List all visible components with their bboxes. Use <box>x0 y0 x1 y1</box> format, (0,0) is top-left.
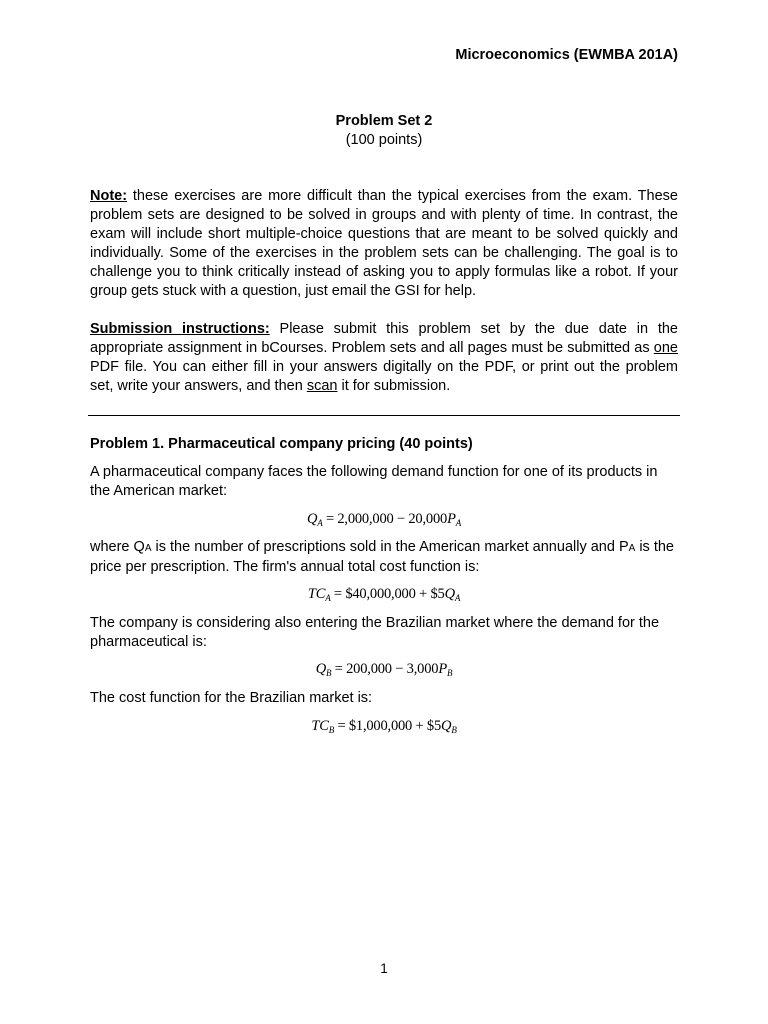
title-block <box>0 112 768 150</box>
problem-set-title: Problem Set 2 <box>335 113 433 129</box>
eq4-lhs-sub: B <box>328 725 335 735</box>
submission-paragraph <box>90 320 678 396</box>
submission-text-a: Please submit this problem set by the due date in the appropriate assignment in bCourses. Problem sets and all pages must be submitted as <box>90 321 678 356</box>
eq1-rhs: = 2,000,000 − 20,000 <box>322 511 448 527</box>
equation-demand-american <box>0 511 768 528</box>
submission-label: Submission instructions: <box>90 321 270 337</box>
eq3-lhs-sub: B <box>325 668 332 678</box>
problem-heading: Problem 1. Pharmaceutical company pricing (40 points) <box>90 436 473 452</box>
eq3-rhs: = 200,000 − 3,000 <box>331 661 439 677</box>
eq1-lhs-sub: A <box>317 518 323 528</box>
brazil-intro: The company is considering also entering the Brazilian market where the demand for the pharmaceutical is: <box>90 615 660 650</box>
submission-one: one <box>653 340 678 356</box>
page-number: 1 <box>380 961 388 976</box>
eq4-lhs: TC <box>311 718 329 734</box>
eq4-rhs: = $1,000,000 + $5 <box>334 718 442 734</box>
where-text-b: is the number of prescriptions sold in the American market annually and P <box>151 539 629 555</box>
eq4-var: Q <box>441 718 452 734</box>
note-text: these exercises are more difficult than the typical exercises from the exam. These problem sets are designed to be solved in groups and with plenty of time. In contrast, the exam will include short multiple-choice questions that are meant to be solved quickly and individually. Some of the exercises in the problem sets can be challenging. The goal is to challenge you to think critically instead of asking you to apply formulas like a robot. If your group gets stuck with a question, just email the GSI for help. <box>90 188 678 299</box>
eq2-rhs: = $40,000,000 + $5 <box>330 586 445 602</box>
eq2-var-sub: A <box>454 593 461 603</box>
eq2-lhs: TC <box>307 586 326 602</box>
brazil-cost-intro: The cost function for the Brazilian market is: <box>90 690 373 706</box>
equation-cost-american <box>0 586 768 603</box>
submission-text-c: it for submission. <box>337 378 451 394</box>
where-sub-2: A <box>628 543 636 554</box>
problem-intro: A pharmaceutical company faces the following demand function for one of its products in the American market: <box>90 464 658 499</box>
equation-demand-brazil <box>0 661 768 678</box>
course-header: Microeconomics (EWMBA 201A) <box>455 47 678 63</box>
where-sub-1: A <box>144 543 152 554</box>
equation-cost-brazil <box>0 718 768 735</box>
eq2-lhs-sub: A <box>325 593 331 603</box>
submission-scan: scan <box>306 378 338 394</box>
eq3-var: P <box>438 661 447 677</box>
submission-text-b: PDF file. You can either fill in your answers digitally on the PDF, or print out the problem set, write your answers, and then <box>90 359 678 394</box>
where-paragraph <box>90 538 680 577</box>
eq1-lhs: Q <box>306 511 318 527</box>
where-text-a: where Q <box>90 539 145 555</box>
eq3-var-sub: B <box>446 668 453 678</box>
section-divider <box>88 415 680 416</box>
where-text-c: is the price per prescription. The firm's annual total cost function is: <box>90 539 674 575</box>
eq4-var-sub: B <box>451 725 457 735</box>
note-label: Note: <box>90 188 128 204</box>
note-paragraph <box>90 187 678 301</box>
points-subtitle: (100 points) <box>345 132 423 148</box>
eq2-var: Q <box>444 586 455 602</box>
eq1-var: P <box>447 511 456 527</box>
eq3-lhs: Q <box>315 661 326 677</box>
eq1-var-sub: A <box>455 518 462 528</box>
